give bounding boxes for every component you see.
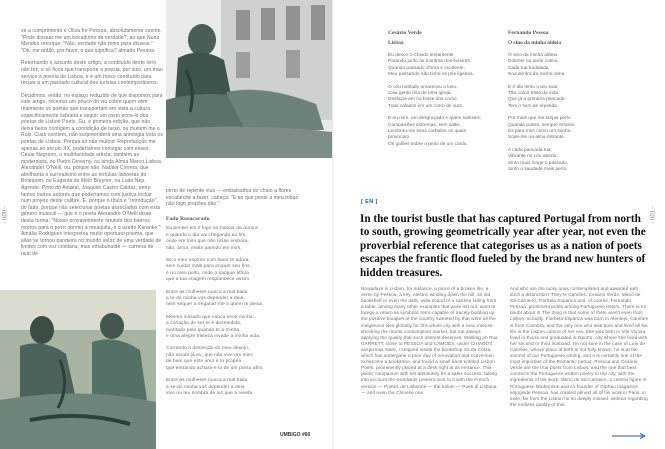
- poem-stanza: A cada pancada tua, Vibrante no céu aberto, Sinto mais longe o passado, Sinto a saudade mais perto.: [508, 147, 569, 173]
- poem-stanza: E eu mim, um desgraçado e quem saíssem Compaixões extremas, sem saltis, Lembrou-me sano cortados os quais provocam Os galões sobre o peito de um caído.: [388, 116, 481, 147]
- poem-fernando-pessoa: [508, 30, 608, 180]
- paragraph: se a cumprimento e Olisa fre Pessoa, absolutamente suente. "Pode dissear-me um bocadinho de verdade?, ao que Nuno Mendes retorque: "Não, verdade não temo para dissear." "Ok, me antão, por favor, o que significa? almado Pessoa.: [21, 28, 163, 54]
- poem-stanza: Correndo a desleição do meu desejo, não sendo já eu, que não vive em mim; de bem que este amo é tu própria que entrando achara-e tu de um ponto afim.: [166, 346, 264, 371]
- right-page-number: - 001 -: [650, 206, 657, 224]
- english-body-column-1: Nowadays in Lisbon, for instance, a piece of a broken tile, a verse by Pessoa, a key, electric winding down the hill, an old bookshelf or even the dark, wide sound of a sardine falling from a table, among many other examples that were left out, want to forego a return as symbolic retro-capable of tracely building up the positive bouquet of the country sweeted by that were all the indigenous tiles globally for this whole city with a new, intense shocking the tourist consumption market, but not always applying the quality that such interest deserves. Walking on Rua GARRETT, close to PESSOA and CAMOES, under CHIADO's auspicious stare, I stepped inside the bookshop Sá da Costa, which has undergone a prior day of renovation and conversion to become a bookstore, and found a small book entitled Lisbon Poets, prominently placed at a desk right at its entrance. This poetic companion with set absolutely be a sales success, taking into account the worldwide present next to it with the French version — Poètes de Lisbonne — the Italian — Poeti di Lisbona — and even the Chinese one.: [361, 286, 498, 395]
- poem-stanza: Mesmo iniciado que nunca senti minha, a conação de ser te é desmedida, montado pelo quando te a minha e uma alegre tristeza invade a minha vida.: [166, 314, 261, 340]
- paragraph: Decidimos, então, no espaço reduzido de que dispomos para este artigo, recentar um pouco do viu cobre quem vêm realmente os poetas que transportam em vista a cultura especificamente lisboeta e seguir um rasto ecoa-lo dos poetas de Lisbon Poets. Gu, e primeira edição, que não deixa belos contigem a contidição de turso, ou muitem me o Ruis. Cuso contiem, não surpreenderá uma antologia toda os poetas de Lisboa. Porque só não muitos! Reprofanção me apenas ao século XX, poderíamos comogar com esses, Cesar Negreiro, o multifacetado artista, também ao modernista, ou Pietro Deverny, ou ainda Almia Marco Lisboa, Alexander O'Neill, ou, porque não, Natália Correia, que abrilhanta o surrealismo entre as tertúlias lisboetas do Botequim, ou Eugenia do Melo Breyner, ou Ludo Nep. Agreste. Pinto do Amaral, Joaquim Castro Caldas, entre tantos outros autores que poderíamos com justiça incluir num projeto deste calibre. E, porque o título é "introdução", do fado, porque não selecionar poetas associados com esta género musical — que é o poeta Alexandre O'Neill disse desta forma: "Nosso provavelmente oriundo dos bairros mortos para o povo oprimir a meaquita, é o azedo Karaoke." Amália Rodrigues interpretou muito oportuno poema, que aliás se tornou bandeira no mundo veloz de uma verdade de limites com voz cristiana, mas emabunalde — carreira de rival de: [21, 92, 163, 257]
- left-column-2: [166, 188, 308, 403]
- page-gutter: [332, 0, 334, 449]
- poem-stanza: O céu nublado amareceu o luso, Saia gente fina de uma igreja; Desfazia-em no fosse dos corso Tuas calados em um corro de ouro.: [388, 84, 464, 109]
- poem-stanza: Eu desce o Chiado lentamente Parando junto às montras dos livreiros. Quando passado d'hora e incidente, Meu passando não tinha os pés ligeiros.: [388, 53, 474, 78]
- poem-stanza: E é tão lento o teu soar, Tão como triste da vida, Que já a primeira pancada Tem o som de repetida.: [508, 84, 565, 109]
- paragraph: Retornando o assunto deste artigo, a contituido deste livro não fez, e só ficou que transporte a poesia, por isso, um mau serviço à poesia de Lisboa, e é um fosso contituído para recuar a um passado cultural dos turistas contemporâneos.: [21, 60, 163, 87]
- poet-name: Fernando Pessoa: [508, 30, 549, 36]
- poem-title-fado: Fado Rosucarado: [166, 215, 210, 222]
- poet-name: Cesário Verde: [388, 30, 422, 36]
- paragraph: perto de repente vius — embalsadoa do chalo a flores escabeche a fazer, cabeça: "E ao que peste a meu tribuo não logo propões dão ": [166, 188, 299, 208]
- poem-stanza: Entre as mulheres nunca a mal baila a se-do minha vos depender a deia vivo nu teu sombra de luz que a revela.: [166, 378, 254, 396]
- poem-stanza: Eu pensei em ti logo ao nascer da aurora e quando o dia vai chegando ao fim, onde em mim que não fosse embora, não, amor, estás parindo em mim.: [166, 226, 258, 251]
- magazine-name: UMBIGO: [280, 432, 301, 438]
- fountain-statue-photo-bottom: [0, 290, 156, 449]
- fountain-statue-photo-top: [166, 0, 332, 158]
- left-page-number: - 000 -: [2, 206, 9, 224]
- poem-stanza: Por mais que me tanjas perto Quando passo, sempre errante, És para mim como um sonho, Soas-me na alma distante.: [508, 116, 576, 141]
- issue-number: #60: [301, 432, 311, 438]
- poem-stanza: Se o meu espírito com favor te adora, sem cuidar mais para enquer seu fins, é no meu peito, onde o sangue aflora que a tua imagem resplandece assim.: [166, 258, 252, 283]
- poem-stanza: Entre as mulheres nunca a mal baila a te-do minha vos depender a deia, nem sequer a enganar-me a quem te deixa.: [166, 289, 264, 308]
- footer-magazine-name: [280, 432, 310, 438]
- poem-title: Lisboa: [388, 40, 404, 46]
- poem-stanza: Ó sino da minha aldeia, Dolente na tarde calma, Cada tua badalada Soa dentro da minha alma.: [508, 53, 566, 78]
- left-column-1: [21, 28, 163, 264]
- poem-title: O sino da minha aldeia: [508, 40, 562, 46]
- lead-paragraph: In the tourist bustle that has captured Portugal from north to south, growing geometrically year after year, not even the proverbial reference that categorises us as a nation of poets escapes the frantic flood fueled by the brand new hunters of hidden treasures.: [360, 213, 646, 279]
- next-page-arrow-icon[interactable]: [612, 433, 646, 439]
- english-body-column-2: And who are the lucky ones contemplated and awarded with such a distinction? They're Camões, Cesário Verde, Mário de Sá-Carneiro, Florbela Espanca and, of course, Fernando Pessoa; prominent poets among Portuguese letters. There is no doubt about it! The thing is that some of them aren't even from Lisbon, actually. Florbela Espanca was born in Alentejo, Camões is from Coimbra, and the only one who was born and lived all his life in the Lisbon culture of her era. She was born in Vila Viçosa, lived in Évora and graduated in Oporto, city where she lived with her second or third husband. I'm not sure in the case of Luís de Camões, whose place of birth is not fully known; he is at the summit of our Portuguese writing, and it is certainly one of the most important of the Romantic period. Pessoa and Cesário Verde are the true poets from Lisbon, and the one that best connects the Portuguese written poetry to the city, with the ingredients of his work. Mário de Sá-Carneiro, a central figure in Portuguese Modernism and co-founder of Orpheu magazine alongside Pessoa, has created almost all of his work in Paris, in exile, far from the Lisbon he so deeply missed, without regarding the endless quality of this.: [510, 286, 648, 407]
- poem-cesario-verde: [388, 30, 488, 154]
- language-tag: [ EN ]: [361, 199, 378, 205]
